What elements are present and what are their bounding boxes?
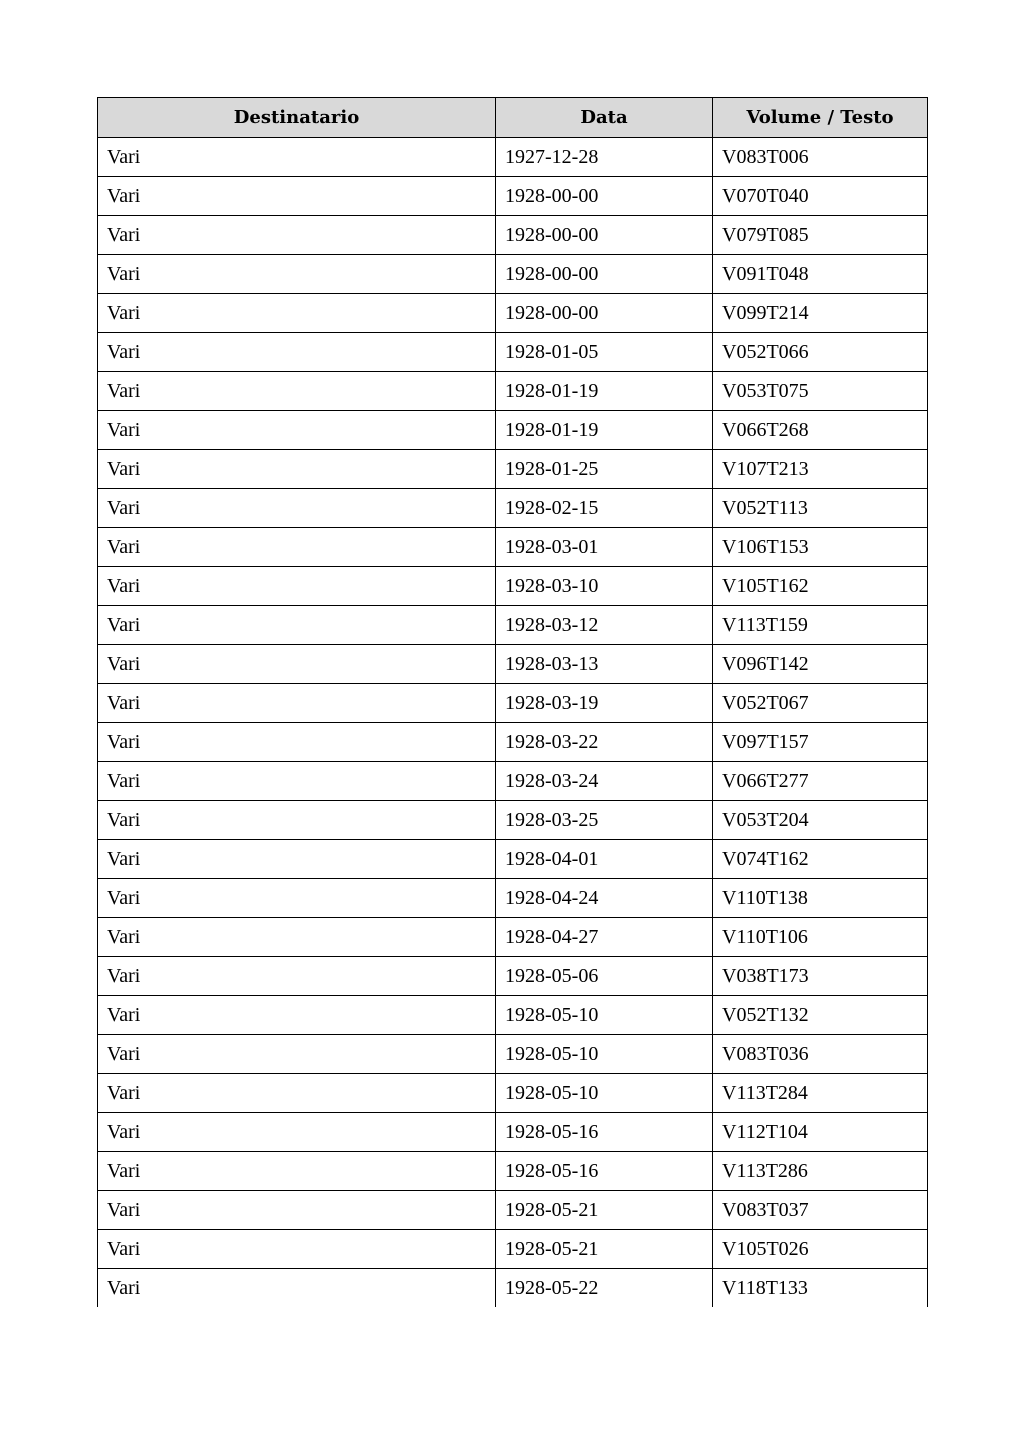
destinatario-cell: Vari bbox=[98, 918, 496, 957]
destinatario-cell: Vari bbox=[98, 411, 496, 450]
table-row bbox=[98, 606, 928, 645]
volume-testo-cell: V083T037 bbox=[713, 1191, 928, 1230]
table-row bbox=[98, 138, 928, 177]
volume-testo-cell: V052T113 bbox=[713, 489, 928, 528]
volume-testo-cell: V070T040 bbox=[713, 177, 928, 216]
date-cell: 1928-05-06 bbox=[496, 957, 713, 996]
table-row bbox=[98, 840, 928, 879]
date-cell: 1928-03-13 bbox=[496, 645, 713, 684]
volume-testo-cell: V113T159 bbox=[713, 606, 928, 645]
destinatario-cell: Vari bbox=[98, 255, 496, 294]
date-cell: 1928-05-16 bbox=[496, 1152, 713, 1191]
destinatario-cell: Vari bbox=[98, 723, 496, 762]
date-cell: 1928-03-01 bbox=[496, 528, 713, 567]
table-row bbox=[98, 1230, 928, 1269]
table-row bbox=[98, 333, 928, 372]
date-cell: 1928-04-24 bbox=[496, 879, 713, 918]
destinatario-cell: Vari bbox=[98, 528, 496, 567]
volume-testo-cell: V052T066 bbox=[713, 333, 928, 372]
table-row bbox=[98, 1269, 928, 1308]
table-row bbox=[98, 1113, 928, 1152]
date-cell: 1928-03-22 bbox=[496, 723, 713, 762]
records-table bbox=[97, 97, 928, 1307]
table-row bbox=[98, 411, 928, 450]
date-cell: 1928-05-21 bbox=[496, 1191, 713, 1230]
date-cell: 1928-03-12 bbox=[496, 606, 713, 645]
destinatario-cell: Vari bbox=[98, 879, 496, 918]
table-row bbox=[98, 723, 928, 762]
header-row bbox=[98, 98, 928, 138]
date-cell: 1928-01-25 bbox=[496, 450, 713, 489]
volume-testo-cell: V052T132 bbox=[713, 996, 928, 1035]
destinatario-cell: Vari bbox=[98, 801, 496, 840]
destinatario-cell: Vari bbox=[98, 1074, 496, 1113]
table-header bbox=[98, 98, 928, 138]
date-cell: 1928-01-19 bbox=[496, 372, 713, 411]
volume-testo-cell: V099T214 bbox=[713, 294, 928, 333]
table-row bbox=[98, 801, 928, 840]
destinatario-cell: Vari bbox=[98, 177, 496, 216]
volume-testo-cell: V112T104 bbox=[713, 1113, 928, 1152]
date-cell: 1928-05-10 bbox=[496, 1035, 713, 1074]
volume-testo-cell: V066T277 bbox=[713, 762, 928, 801]
destinatario-cell: Vari bbox=[98, 1269, 496, 1308]
volume-testo-cell: V096T142 bbox=[713, 645, 928, 684]
volume-testo-cell: V118T133 bbox=[713, 1269, 928, 1308]
destinatario-cell: Vari bbox=[98, 606, 496, 645]
table-row bbox=[98, 957, 928, 996]
volume-testo-cell: V083T036 bbox=[713, 1035, 928, 1074]
table-row bbox=[98, 645, 928, 684]
table-body bbox=[98, 138, 928, 1308]
volume-testo-cell: V110T138 bbox=[713, 879, 928, 918]
volume-testo-cell: V106T153 bbox=[713, 528, 928, 567]
destinatario-cell: Vari bbox=[98, 684, 496, 723]
date-cell: 1928-00-00 bbox=[496, 177, 713, 216]
destinatario-cell: Vari bbox=[98, 294, 496, 333]
date-cell: 1928-05-10 bbox=[496, 1074, 713, 1113]
date-cell: 1928-03-24 bbox=[496, 762, 713, 801]
destinatario-cell: Vari bbox=[98, 1035, 496, 1074]
destinatario-cell: Vari bbox=[98, 138, 496, 177]
volume-testo-cell: V113T286 bbox=[713, 1152, 928, 1191]
date-cell: 1928-02-15 bbox=[496, 489, 713, 528]
volume-testo-cell: V066T268 bbox=[713, 411, 928, 450]
date-cell: 1928-01-05 bbox=[496, 333, 713, 372]
table-row bbox=[98, 918, 928, 957]
destinatario-cell: Vari bbox=[98, 762, 496, 801]
destinatario-cell: Vari bbox=[98, 996, 496, 1035]
volume-testo-cell: V105T162 bbox=[713, 567, 928, 606]
destinatario-cell: Vari bbox=[98, 333, 496, 372]
table-row bbox=[98, 450, 928, 489]
destinatario-cell: Vari bbox=[98, 1230, 496, 1269]
date-cell: 1927-12-28 bbox=[496, 138, 713, 177]
destinatario-cell: Vari bbox=[98, 1191, 496, 1230]
destinatario-cell: Vari bbox=[98, 372, 496, 411]
table-row bbox=[98, 177, 928, 216]
table-row bbox=[98, 294, 928, 333]
destinatario-cell: Vari bbox=[98, 840, 496, 879]
destinatario-cell: Vari bbox=[98, 489, 496, 528]
date-cell: 1928-03-25 bbox=[496, 801, 713, 840]
date-cell: 1928-04-27 bbox=[496, 918, 713, 957]
header-destinatario: Destinatario bbox=[98, 98, 496, 138]
table-row bbox=[98, 567, 928, 606]
date-cell: 1928-00-00 bbox=[496, 255, 713, 294]
table-row bbox=[98, 489, 928, 528]
table-row bbox=[98, 1074, 928, 1113]
table-row bbox=[98, 372, 928, 411]
volume-testo-cell: V052T067 bbox=[713, 684, 928, 723]
table-row bbox=[98, 879, 928, 918]
table-row bbox=[98, 1191, 928, 1230]
destinatario-cell: Vari bbox=[98, 1152, 496, 1191]
table-row bbox=[98, 762, 928, 801]
volume-testo-cell: V107T213 bbox=[713, 450, 928, 489]
date-cell: 1928-03-10 bbox=[496, 567, 713, 606]
date-cell: 1928-05-22 bbox=[496, 1269, 713, 1308]
table-row bbox=[98, 216, 928, 255]
destinatario-cell: Vari bbox=[98, 567, 496, 606]
date-cell: 1928-05-16 bbox=[496, 1113, 713, 1152]
table-row bbox=[98, 996, 928, 1035]
volume-testo-cell: V097T157 bbox=[713, 723, 928, 762]
destinatario-cell: Vari bbox=[98, 957, 496, 996]
date-cell: 1928-00-00 bbox=[496, 294, 713, 333]
volume-testo-cell: V091T048 bbox=[713, 255, 928, 294]
volume-testo-cell: V038T173 bbox=[713, 957, 928, 996]
destinatario-cell: Vari bbox=[98, 645, 496, 684]
destinatario-cell: Vari bbox=[98, 216, 496, 255]
destinatario-cell: Vari bbox=[98, 450, 496, 489]
table-row bbox=[98, 1035, 928, 1074]
volume-testo-cell: V110T106 bbox=[713, 918, 928, 957]
date-cell: 1928-01-19 bbox=[496, 411, 713, 450]
date-cell: 1928-00-00 bbox=[496, 216, 713, 255]
header-volume-testo: Volume / Testo bbox=[713, 98, 928, 138]
volume-testo-cell: V079T085 bbox=[713, 216, 928, 255]
date-cell: 1928-05-21 bbox=[496, 1230, 713, 1269]
table-row bbox=[98, 255, 928, 294]
volume-testo-cell: V083T006 bbox=[713, 138, 928, 177]
volume-testo-cell: V074T162 bbox=[713, 840, 928, 879]
table-row bbox=[98, 1152, 928, 1191]
destinatario-cell: Vari bbox=[98, 1113, 496, 1152]
table-row bbox=[98, 684, 928, 723]
volume-testo-cell: V113T284 bbox=[713, 1074, 928, 1113]
table-row bbox=[98, 528, 928, 567]
date-cell: 1928-03-19 bbox=[496, 684, 713, 723]
volume-testo-cell: V053T075 bbox=[713, 372, 928, 411]
header-data: Data bbox=[496, 98, 713, 138]
volume-testo-cell: V105T026 bbox=[713, 1230, 928, 1269]
volume-testo-cell: V053T204 bbox=[713, 801, 928, 840]
date-cell: 1928-05-10 bbox=[496, 996, 713, 1035]
date-cell: 1928-04-01 bbox=[496, 840, 713, 879]
